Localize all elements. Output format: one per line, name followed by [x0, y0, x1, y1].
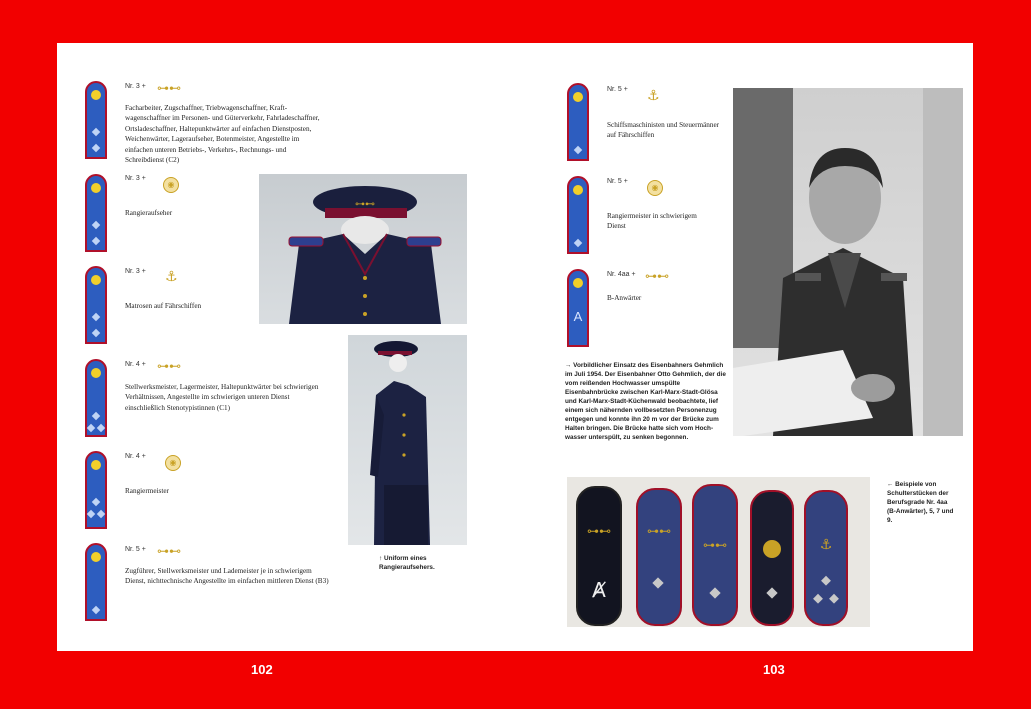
- entry-description: Stellwerksmeister, Lagermeister, Haltepunktwärter bei schwierigen Verhältnissen, Angestellte im schwierigen unteren Dienst einschließlich Stenotypistinnen (C1): [125, 383, 319, 412]
- wreath-badge-icon: ◉: [647, 180, 663, 196]
- svg-text:⚓: ⚓: [819, 537, 833, 553]
- shoulder-strap: [85, 543, 107, 621]
- shoulder-strap: [567, 269, 589, 347]
- shoulder-strap: [567, 83, 589, 161]
- entry-description: Rangieraufseher: [125, 209, 173, 217]
- anchor-icon: ⚓: [165, 269, 178, 285]
- entry-number: Nr. 3 +: [125, 83, 146, 90]
- entry-description: Matrosen auf Fährschiffen: [125, 302, 202, 310]
- entry-number: Nr. 3 +: [125, 268, 146, 275]
- svg-text:Ⱥ: Ⱥ: [592, 578, 606, 602]
- page-number-right: 103: [763, 662, 785, 677]
- svg-text:⊶⊷: ⊶⊷: [355, 199, 375, 210]
- full-uniform-photo: [348, 335, 467, 545]
- entry-number: Nr. 4 +: [125, 453, 146, 460]
- winged-wheel-icon: ⊶⊷: [157, 81, 181, 95]
- entry-description: Facharbeiter, Zugschaffner, Triebwagenschaffner, Kraftwagenschaffner im Personen- und Güterverkehr, Fahrladeschaffner, Ortsladeschaffner, Haltepunktwärter auf einfachen Dienstposten, Weichenwärter, Lageraufseher, Botenmeister, Angestellte im einfachen unteren Betriebs-, Verkehrs-, Rechnungs- und Schreibdienst (C2): [125, 104, 320, 165]
- svg-text:⊶⊷: ⊶⊷: [647, 524, 671, 538]
- shoulder-boards-photo: [567, 477, 870, 627]
- winged-wheel-icon: ⊶⊷: [157, 359, 181, 373]
- shoulder-strap: [85, 81, 107, 159]
- uniform-jacket-photo: [259, 174, 467, 324]
- anchor-icon: ⚓: [647, 88, 660, 104]
- winged-wheel-icon: ⊶⊷: [157, 544, 181, 558]
- winged-wheel-icon: ⊶⊷: [645, 269, 669, 283]
- wreath-badge-icon: ◉: [165, 455, 181, 471]
- entry-number: Nr. 5 +: [607, 178, 628, 185]
- entry-description: B-Anwärter: [607, 294, 642, 302]
- entry-description: Zugführer, Stellwerksmeister und Lademeister je in schwierigem Dienst, nichttechnische Angestellte im einfachen mittleren Dienst (B3): [125, 567, 329, 586]
- portrait-caption: → Vorbildlicher Einsatz des Eisenbahners Gehmlich im Juli 1954. Der Eisenbahner Otto Gehmlich, der die vom reißenden Hochwasser umspülte Eisenbahnbrücke zwischen Karl-Marx-Stadt-Glösa und Karl-Marx-Stadt-Küchenwald beobachtete, lief einem sich nähernden vollbesetzten Personenzug entgegen und konnte ihn 20 m vor der Brücke zum Halten bringen. Die Brücke hatte sich vom Hochwasser unterspült, zu senken begonnen.: [565, 362, 726, 441]
- entry-number: Nr. 4 +: [125, 361, 146, 368]
- shoulder-boards-caption: ← Beispiele von Schulterstücken der Berufsgrade Nr. 4aa (B-Anwärter), 5, 7 und 9.: [887, 481, 954, 524]
- entry-number: Nr. 4aa +: [607, 271, 636, 278]
- wreath-badge-icon: ◉: [163, 177, 179, 193]
- shoulder-strap: [85, 266, 107, 344]
- shoulder-strap: [567, 176, 589, 254]
- shoulder-strap: [85, 359, 107, 437]
- shoulder-strap: [85, 174, 107, 252]
- entry-description: Rangiermeister: [125, 487, 169, 495]
- left-page: [57, 43, 517, 651]
- svg-text:⊶⊷: ⊶⊷: [703, 538, 727, 552]
- entry-description: Rangiermeister in schwierigem Dienst: [607, 212, 697, 231]
- entry-description: Schiffsmaschinisten und Steuermänner auf Fährschiffen: [607, 121, 720, 140]
- entry-number: Nr. 3 +: [125, 175, 146, 182]
- shoulder-strap: [85, 451, 107, 529]
- right-page: [517, 43, 973, 651]
- strap-letter: A: [573, 309, 583, 324]
- entry-number: Nr. 5 +: [607, 86, 628, 93]
- entry-number: Nr. 5 +: [125, 546, 146, 553]
- page-number-left: 102: [251, 662, 273, 677]
- portrait-photo: [733, 88, 963, 436]
- uniform-caption: ↑ Uniform eines Rangieraufsehers.: [379, 555, 435, 571]
- svg-text:⊶⊷: ⊶⊷: [587, 524, 611, 538]
